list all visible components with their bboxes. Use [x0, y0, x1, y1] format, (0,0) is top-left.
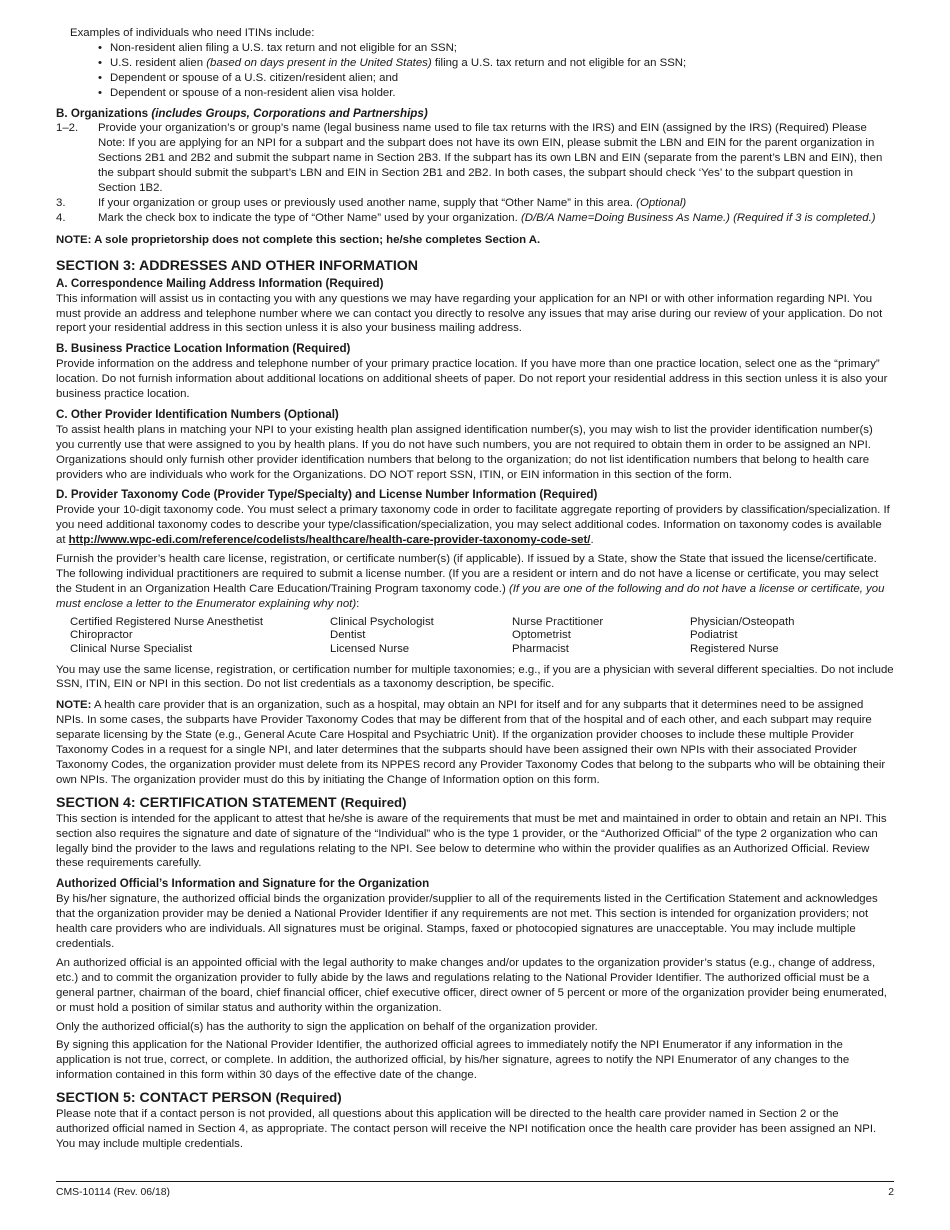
section-3c-text: To assist health plans in matching your NPI to your existing health plan assigned identification number(s), you may wish to list the provider identification number(s) you currently use that were assigned to you by health plans. If you do not have such numbers, you are not required to obtain them in order to be assigned an NPI. Organizations should only furnish other provider identification numbers that belong to the organization; do not list identification numbers that belong to health care providers who are individuals who work for the Organizations. DO NOT report SSN, ITIN, or EIN information in this section of the form. — [56, 423, 873, 481]
practitioner: Chiropractor — [70, 629, 133, 642]
authorized-official-heading: Authorized Official’s Information and Signature for the Organization — [56, 877, 430, 891]
section-3d-text-3: You may use the same license, registration, or certification number for multiple taxonomies; e.g., if you are a physician with several different specialties. Do not include SSN, ITIN, EIN or NPI in this section. Do not list credentials as a taxonomy description, be specific. — [56, 663, 894, 691]
page-number: 2 — [888, 1187, 894, 1198]
org-item-4: 4. Mark the check box to indicate the type of “Other Name” used by your organization. (D/B/A Name=Doing Business As Name.) (Required if 3 is completed.) — [56, 211, 876, 224]
list-item: • Dependent or spouse of a U.S. citizen/resident alien; and — [98, 71, 894, 86]
section-3a-heading: A. Correspondence Mailing Address Information (Required) — [56, 276, 384, 290]
practitioner: Licensed Nurse — [330, 642, 410, 655]
practitioner-list — [56, 616, 894, 657]
org-item-3: 3. If your organization or group uses or previously used another name, supply that “Other Name” in this area. (Optional) — [56, 196, 687, 209]
practitioner: Certified Registered Nurse Anesthetist — [70, 615, 264, 628]
organizations-heading: B. Organizations (includes Groups, Corporations and Partnerships) — [56, 106, 428, 120]
practitioner: Nurse Practitioner — [512, 615, 604, 628]
practitioner: Physician/Osteopath — [690, 615, 795, 628]
section-3a-text: This information will assist us in contacting you with any questions we may have regarding your application for an NPI or with other information regarding NPI. You must provide an address and telephone number where we can contact you directly to resolve any issues that may arise during our review of your application. Do not report your residential address in this section unless it is also your business mailing address. — [56, 292, 883, 335]
itin-list — [56, 41, 894, 101]
list-item: • Non-resident alien filing a U.S. tax return and not eligible for an SSN; — [98, 41, 894, 56]
subpart-note: NOTE: A health care provider that is an organization, such as a hospital, may obtain an NPI for itself and for any subparts that it determines need to be assigned NPIs. In some cases, the subparts have Provider Taxonomy Codes that may be different from that of the hospital and of each other, and each subpart may require separate licensing by the State (e.g., General Acute Care Hospital and Psychiatric Unit). If the organization provider chooses to include these multiple Provider Taxonomy Codes in a request for a single NPI, and later determines that the subparts should have been assigned their own NPIs with their associated Provider Taxonomy Codes, the organization provider must delete from its NPPES record any Provider Taxonomy Codes that belong to the subparts who will be obtaining their own NPIs. The organization provider must do this by initiating the Change of Information option on this form. — [56, 699, 886, 786]
section-4-text-5: By signing this application for the National Provider Identifier, the authorized official agrees to immediately notify the NPI Enumerator if any information in the application is not true, correct, or complete. In addition, the authorized official, by his/her signature, agrees to notify the NPI Enumerator of any changes to the information contained in this form within 30 days of the effective date of the change. — [56, 1039, 850, 1082]
section-3b-text: Provide information on the address and telephone number of your primary practice location. If you have more than one practice location, select one as the “primary” location. Do not furnish information about additional locations on additional sheets of paper. Do not report your residential address in this section unless it is also your business practice location. — [56, 358, 888, 401]
sole-proprietorship-note: NOTE: A sole proprietorship does not complete this section; he/she completes Section A. — [56, 233, 541, 246]
practitioner: Pharmacist — [512, 642, 569, 655]
practitioner: Registered Nurse — [690, 642, 779, 655]
taxonomy-link[interactable]: http://www.wpc-edi.com/reference/codelists/healthcare/health-care-provider-taxonomy-code-set/ — [68, 534, 591, 547]
itin-intro: Examples of individuals who need ITINs include: — [70, 27, 315, 39]
section-3d-text-1: Provide your 10-digit taxonomy code. You must select a primary taxonomy code in order to facilitate aggregate reporting of providers by classification/specialization. If you need additional taxonomy codes to describe your type/classification/specialization, you may select additional codes. Information on taxonomy codes is available at http://www.wpc-edi.com/reference/codelists/healthcare/health-care-provider-taxonomy-code-set/. — [56, 504, 890, 547]
section-3d-heading: D. Provider Taxonomy Code (Provider Type/Specialty) and License Number Information (Required) — [56, 488, 598, 502]
section-3-title: SECTION 3: ADDRESSES AND OTHER INFORMATION — [56, 257, 419, 274]
section-4-title: SECTION 4: CERTIFICATION STATEMENT (Required) — [56, 794, 407, 811]
page-footer — [56, 1181, 894, 1201]
list-item: • U.S. resident alien (based on days present in the United States) filing a U.S. tax return and not eligible for an SSN; — [98, 56, 894, 71]
section-3c-heading: C. Other Provider Identification Numbers (Optional) — [56, 407, 339, 421]
org-item-1-2: 1–2. Provide your organization’s or group’s name (legal business name used to file tax returns with the IRS) and EIN (assigned by the IRS) (Required) Please Note: If you are applying for an NPI for a subpart and the subpart does not have its own EIN, please submit the LBN and EIN for the parent organization in Sections 2B1 and 2B2 and submit the subpart name in Section 2B3. If the subpart has its own LBN and EIN (separate from the parent’s LBN and EIN), then the subpart should submit the subpart’s LBN and EIN in Section 2B1 and 2B2. In both cases, the subpart should check ‘Yes’ to the subpart question in Section 1B2. — [56, 122, 883, 195]
section-5-title: SECTION 5: CONTACT PERSON (Required) — [56, 1090, 342, 1107]
section-3b-heading: B. Business Practice Location Information (Required) — [56, 342, 351, 356]
practitioner: Dentist — [330, 629, 366, 642]
form-id: CMS-10114 (Rev. 06/18) — [56, 1187, 170, 1198]
section-4-text-2: By his/her signature, the authorized official binds the organization provider/supplier to all of the requirements listed in the Certification Statement and acknowledges that the organization provider may be denied a National Provider Identifier if any requirements are not met. This section is intended for organization providers; not health care providers who are individuals. All signatures must be original. Stamps, faxed or photocopied signatures are unacceptable. You may include multiple credentials. — [56, 893, 878, 950]
section-4-text-3: An authorized official is an appointed official with the legal authority to make changes and/or updates to the organization provider’s status (e.g., change of address, etc.) and to commit the organization provider to fully abide by the laws and regulations relating to the National Provider Identifier. The authorized official must be a general partner, chairman of the board, chief financial officer, chief executive officer, direct owner of 5 percent or more of the organization provider being enumerated, or must hold a position of similar status and authority within the organization. — [56, 956, 887, 1014]
section-4-intro: This section is intended for the applicant to attest that he/she is aware of the requirements that must be met and maintained in order to obtain and retain an NPI. This section also requires the signature and date of signature of the “Individual” who is the type 1 provider, or the “Authorized Official” of the type 2 organization who can legally bind the provider to the laws and regulations relating to the NPI. See below to determine who within the provider qualifies as an Authorized Official. Review these requirements carefully. — [56, 812, 887, 870]
section-5-text: Please note that if a contact person is not provided, all questions about this application will be directed to the health care provider named in Section 2 or the authorized official named in Section 4, as appropriate. The contact person will receive the NPI notification once the health care provider has been assigned an NPI. You may include multiple credentials. — [56, 1108, 877, 1150]
list-item: • Dependent or spouse of a non-resident alien visa holder. — [98, 86, 894, 101]
section-3d-text-2: Furnish the provider’s health care license, registration, or certificate number(s) (if applicable). If issued by a State, show the State that issued the license/certificate. The following individual practitioners are required to submit a license number. (If you are a resident or intern and do not have a license or certificate, you may select the Student in an Organization Health Care Education/Training Program taxonomy code.) (If you are one of the following and do not have a license or certificate, you must enclose a letter to the Enumerator explaining why not): — [56, 553, 885, 610]
practitioner: Clinical Nurse Specialist — [70, 642, 193, 655]
practitioner: Optometrist — [512, 629, 571, 642]
document-page — [56, 26, 894, 1152]
practitioner: Podiatrist — [690, 629, 738, 642]
section-4-text-4: Only the authorized official(s) has the authority to sign the application on behalf of the organization provider. — [56, 1020, 598, 1033]
practitioner: Clinical Psychologist — [330, 615, 434, 628]
